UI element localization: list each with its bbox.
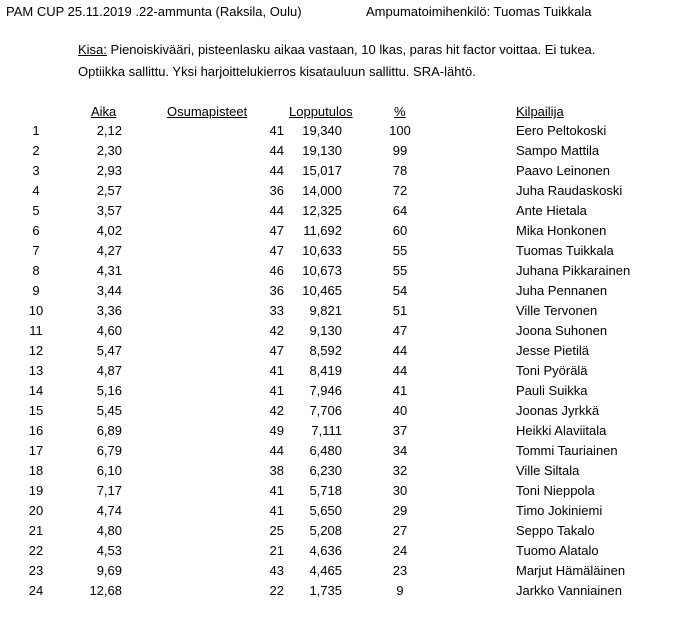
- rank-cell: 13: [28, 363, 44, 378]
- time-cell: 4,80: [96, 523, 122, 538]
- time-cell: 7,17: [96, 483, 122, 498]
- rank-cell: 4: [32, 183, 40, 198]
- time-cell: 2,57: [96, 183, 122, 198]
- hits-cell: 44: [269, 163, 284, 178]
- competitor-cell: Eero Peltokoski: [516, 123, 607, 138]
- result-cell: 4,636: [309, 543, 342, 558]
- rank-cell: 1: [32, 123, 40, 138]
- hits-cell: 33: [269, 303, 284, 318]
- percent-cell: 34: [392, 443, 408, 458]
- table-row: [0, 483, 700, 503]
- result-cell: 6,480: [309, 443, 342, 458]
- result-cell: 5,208: [309, 523, 342, 538]
- time-cell: 4,02: [96, 223, 122, 238]
- document-title: PAM CUP 25.11.2019 .22-ammunta (Raksila, Oulu): [6, 4, 302, 19]
- competitor-cell: Tuomas Tuikkala: [516, 243, 614, 258]
- hits-cell: 43: [269, 563, 284, 578]
- percent-cell: 44: [392, 343, 408, 358]
- rank-cell: 20: [28, 503, 44, 518]
- rank-cell: 15: [28, 403, 44, 418]
- table-row: [0, 543, 700, 563]
- time-cell: 5,45: [96, 403, 122, 418]
- table-row: [0, 183, 700, 203]
- percent-cell: 55: [392, 243, 408, 258]
- rank-cell: 24: [28, 583, 44, 598]
- table-row: [0, 123, 700, 143]
- table-row: [0, 323, 700, 343]
- table-row: [0, 403, 700, 423]
- hits-cell: 41: [269, 483, 284, 498]
- hits-cell: 41: [269, 123, 284, 138]
- rank-cell: 2: [32, 143, 40, 158]
- competition-description-line2: Optiikka sallittu. Yksi harjoittelukierros kisatauluun sallittu. SRA-lähtö.: [78, 64, 476, 79]
- description-label: Kisa:: [78, 42, 107, 57]
- hits-cell: 22: [269, 583, 284, 598]
- result-cell: 5,650: [309, 503, 342, 518]
- table-row: [0, 303, 700, 323]
- rank-cell: 17: [28, 443, 44, 458]
- percent-cell: 47: [392, 323, 408, 338]
- time-cell: 5,16: [96, 383, 122, 398]
- competitor-cell: Juha Pennanen: [516, 283, 608, 298]
- time-cell: 4,31: [96, 263, 122, 278]
- competitor-cell: Jesse Pietilä: [516, 343, 589, 358]
- rank-cell: 3: [32, 163, 40, 178]
- rank-cell: 14: [28, 383, 44, 398]
- hits-cell: 47: [269, 243, 284, 258]
- hits-cell: 47: [269, 223, 284, 238]
- time-cell: 2,30: [96, 143, 122, 158]
- hits-cell: 47: [269, 343, 284, 358]
- time-cell: 3,57: [96, 203, 122, 218]
- competitor-cell: Heikki Alaviitala: [516, 423, 607, 438]
- result-cell: 12,325: [302, 203, 342, 218]
- percent-cell: 64: [392, 203, 408, 218]
- column-header-competitor: Kilpailija: [516, 104, 564, 119]
- table-row: [0, 263, 700, 283]
- result-cell: 19,340: [302, 123, 342, 138]
- percent-cell: 78: [392, 163, 408, 178]
- hits-cell: 21: [269, 543, 284, 558]
- rank-cell: 19: [28, 483, 44, 498]
- rank-cell: 16: [28, 423, 44, 438]
- time-cell: 3,44: [96, 283, 122, 298]
- percent-cell: 55: [392, 263, 408, 278]
- rank-cell: 18: [28, 463, 44, 478]
- time-cell: 4,60: [96, 323, 122, 338]
- competitor-cell: Jarkko Vanniainen: [516, 583, 622, 598]
- competitor-cell: Joonas Jyrkkä: [516, 403, 600, 418]
- rank-cell: 9: [32, 283, 40, 298]
- competitor-cell: Tuomo Alatalo: [516, 543, 599, 558]
- percent-cell: 54: [392, 283, 408, 298]
- result-cell: 19,130: [302, 143, 342, 158]
- rank-cell: 10: [28, 303, 44, 318]
- table-row: [0, 343, 700, 363]
- rank-cell: 6: [32, 223, 40, 238]
- result-cell: 7,706: [309, 403, 342, 418]
- percent-cell: 23: [392, 563, 408, 578]
- percent-cell: 40: [392, 403, 408, 418]
- percent-cell: 24: [392, 543, 408, 558]
- result-cell: 7,111: [311, 423, 342, 438]
- time-cell: 6,10: [96, 463, 122, 478]
- hits-cell: 25: [269, 523, 284, 538]
- hits-cell: 44: [269, 143, 284, 158]
- time-cell: 9,69: [96, 563, 122, 578]
- time-cell: 3,36: [96, 303, 122, 318]
- percent-cell: 27: [392, 523, 408, 538]
- competitor-cell: Juhana Pikkarainen: [516, 263, 631, 278]
- column-header-hits: Osumapisteet: [167, 104, 248, 119]
- competitor-cell: Juha Raudaskoski: [516, 183, 623, 198]
- result-cell: 8,419: [309, 363, 342, 378]
- table-row: [0, 443, 700, 463]
- hits-cell: 42: [269, 323, 284, 338]
- rank-cell: 23: [28, 563, 44, 578]
- table-row: [0, 523, 700, 543]
- time-cell: 2,12: [96, 123, 122, 138]
- rank-cell: 21: [28, 523, 44, 538]
- rank-cell: 8: [32, 263, 40, 278]
- result-cell: 6,230: [309, 463, 342, 478]
- hits-cell: 41: [269, 383, 284, 398]
- table-row: [0, 503, 700, 523]
- column-header-result: Lopputulos: [289, 104, 353, 119]
- time-cell: 6,89: [96, 423, 122, 438]
- time-cell: 2,93: [96, 163, 122, 178]
- time-cell: 4,53: [96, 543, 122, 558]
- result-cell: 7,946: [309, 383, 342, 398]
- rank-cell: 7: [32, 243, 40, 258]
- percent-cell: 99: [392, 143, 408, 158]
- percent-cell: 29: [392, 503, 408, 518]
- time-cell: 4,74: [96, 503, 122, 518]
- time-cell: 6,79: [96, 443, 122, 458]
- result-cell: 1,735: [309, 583, 342, 598]
- competitor-cell: Timo Jokiniemi: [516, 503, 603, 518]
- percent-cell: 72: [392, 183, 408, 198]
- competitor-cell: Marjut Hämäläinen: [516, 563, 626, 578]
- percent-cell: 41: [392, 383, 408, 398]
- competitor-cell: Tommi Tauriainen: [516, 443, 618, 458]
- rank-cell: 22: [28, 543, 44, 558]
- percent-cell: 30: [392, 483, 408, 498]
- rank-cell: 11: [29, 323, 43, 338]
- competitor-cell: Sampo Mattila: [516, 143, 600, 158]
- competitor-cell: Seppo Takalo: [516, 523, 595, 538]
- hits-cell: 49: [269, 423, 284, 438]
- time-cell: 4,87: [96, 363, 122, 378]
- percent-cell: 60: [392, 223, 408, 238]
- competitor-cell: Mika Honkonen: [516, 223, 607, 238]
- result-cell: 10,465: [302, 283, 342, 298]
- hits-cell: 42: [269, 403, 284, 418]
- result-cell: 8,592: [309, 343, 342, 358]
- hits-cell: 36: [269, 183, 284, 198]
- hits-cell: 41: [269, 363, 284, 378]
- percent-cell: 32: [392, 463, 408, 478]
- column-header-percent: %: [394, 104, 406, 119]
- percent-cell: 100: [389, 123, 411, 138]
- time-cell: 5,47: [96, 343, 122, 358]
- result-cell: 10,633: [302, 243, 342, 258]
- table-row: [0, 223, 700, 243]
- hits-cell: 41: [269, 503, 284, 518]
- competitor-cell: Ville Siltala: [516, 463, 580, 478]
- table-row: [0, 383, 700, 403]
- official-name: Ampumatoimihenkilö: Tuomas Tuikkala: [366, 4, 592, 19]
- table-row: [0, 243, 700, 263]
- result-cell: 15,017: [302, 163, 342, 178]
- result-cell: 9,130: [309, 323, 342, 338]
- percent-cell: 37: [392, 423, 408, 438]
- result-cell: 14,000: [302, 183, 342, 198]
- competitor-cell: Ville Tervonen: [516, 303, 598, 318]
- competitor-cell: Ante Hietala: [516, 203, 587, 218]
- percent-cell: 9: [396, 583, 404, 598]
- result-cell: 5,718: [309, 483, 342, 498]
- table-row: [0, 363, 700, 383]
- table-row: [0, 143, 700, 163]
- hits-cell: 36: [269, 283, 284, 298]
- competitor-cell: Pauli Suikka: [516, 383, 588, 398]
- result-cell: 10,673: [302, 263, 342, 278]
- hits-cell: 46: [269, 263, 284, 278]
- table-row: [0, 583, 700, 603]
- table-row: [0, 463, 700, 483]
- rank-cell: 12: [28, 343, 44, 358]
- time-cell: 4,27: [96, 243, 122, 258]
- rank-cell: 5: [32, 203, 40, 218]
- table-row: [0, 203, 700, 223]
- column-header-time: Aika: [91, 104, 117, 119]
- percent-cell: 44: [392, 363, 408, 378]
- table-row: [0, 163, 700, 183]
- competitor-cell: Toni Nieppola: [516, 483, 595, 498]
- hits-cell: 44: [269, 203, 284, 218]
- competitor-cell: Toni Pyörälä: [516, 363, 588, 378]
- percent-cell: 51: [392, 303, 408, 318]
- competitor-cell: Joona Suhonen: [516, 323, 608, 338]
- result-cell: 9,821: [309, 303, 342, 318]
- time-cell: 12,68: [89, 583, 122, 598]
- table-row: [0, 563, 700, 583]
- table-row: [0, 283, 700, 303]
- hits-cell: 44: [269, 443, 284, 458]
- hits-cell: 38: [269, 463, 284, 478]
- table-row: [0, 423, 700, 443]
- result-cell: 4,465: [309, 563, 342, 578]
- description-text-1: Pienoiskivääri, pisteenlasku aikaa vastaan, 10 lkas, paras hit factor voittaa. Ei tukea.: [106, 42, 596, 57]
- result-cell: 11,692: [303, 223, 342, 238]
- competitor-cell: Paavo Leinonen: [516, 163, 610, 178]
